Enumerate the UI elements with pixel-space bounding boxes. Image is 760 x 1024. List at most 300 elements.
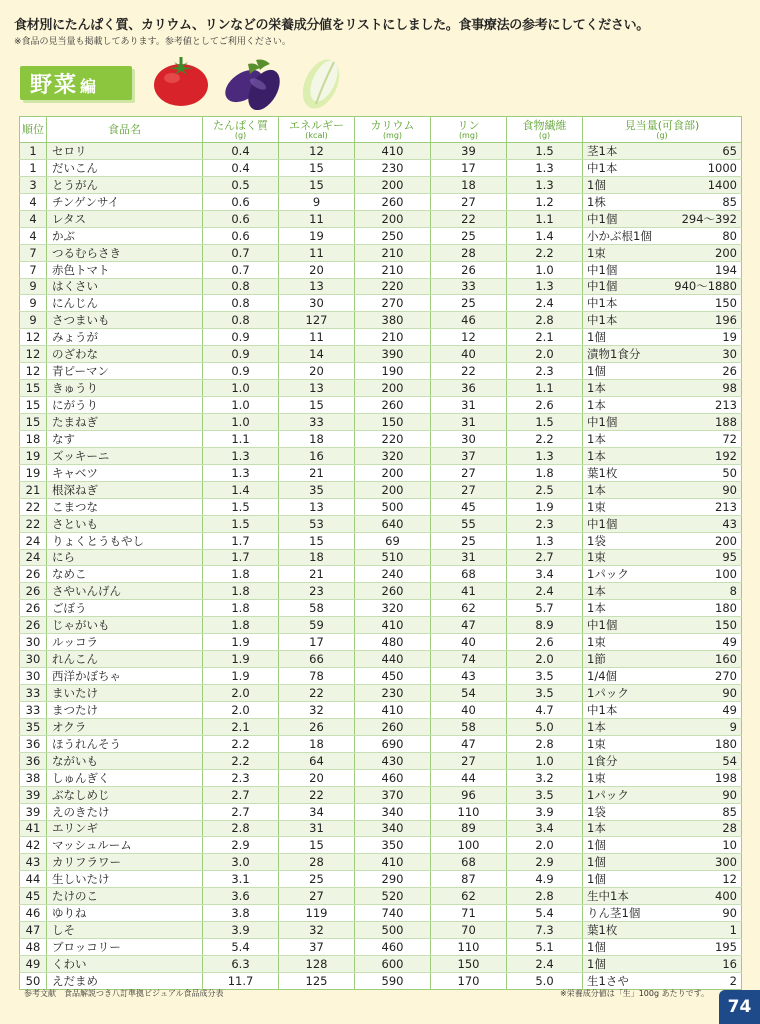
table-row xyxy=(20,854,742,871)
portion-grams: 940～1880 xyxy=(674,279,737,294)
table-row xyxy=(20,685,742,702)
portion-unit: 中1個 xyxy=(587,279,618,294)
cell-protein: 3.6 xyxy=(203,888,279,905)
cell-protein: 0.4 xyxy=(203,159,279,176)
cell-portion xyxy=(583,956,742,973)
cell-potassium: 460 xyxy=(355,939,431,956)
cell-protein: 6.3 xyxy=(203,956,279,973)
cell-portion xyxy=(583,464,742,481)
table-row xyxy=(20,837,742,854)
cell-rank: 26 xyxy=(20,617,47,634)
footer-note: ※栄養成分値は「生」100g あたりです。 xyxy=(560,989,709,998)
cell-food-name: かぶ xyxy=(47,227,203,244)
cell-portion xyxy=(583,922,742,939)
cell-protein: 0.8 xyxy=(203,312,279,329)
portion-unit: 1束 xyxy=(587,245,606,260)
cell-food-name: ルッコラ xyxy=(47,634,203,651)
portion-unit: 中1本 xyxy=(587,702,618,717)
cell-fiber: 1.5 xyxy=(507,414,583,431)
cell-rank: 9 xyxy=(20,312,47,329)
cell-rank: 15 xyxy=(20,414,47,431)
napa-cabbage-icon xyxy=(296,54,346,112)
cell-protein: 0.9 xyxy=(203,329,279,346)
portion-unit: 中1本 xyxy=(587,160,618,175)
cell-phosphorus: 43 xyxy=(431,668,507,685)
cell-rank: 9 xyxy=(20,278,47,295)
portion-grams: 300 xyxy=(715,855,737,870)
table-row xyxy=(20,634,742,651)
cell-rank: 18 xyxy=(20,430,47,447)
cell-phosphorus: 37 xyxy=(431,447,507,464)
portion-grams: 54 xyxy=(722,753,737,768)
cell-protein: 2.2 xyxy=(203,735,279,752)
cell-rank: 4 xyxy=(20,210,47,227)
cell-rank: 38 xyxy=(20,769,47,786)
cell-phosphorus: 25 xyxy=(431,295,507,312)
table-row xyxy=(20,312,742,329)
cell-fiber: 5.0 xyxy=(507,972,583,989)
cell-food-name: 赤色トマト xyxy=(47,261,203,278)
cell-food-name: ブロッコリー xyxy=(47,939,203,956)
cell-rank: 22 xyxy=(20,498,47,515)
portion-grams: 200 xyxy=(715,245,737,260)
table-row xyxy=(20,769,742,786)
portion-unit: 1本 xyxy=(587,398,606,413)
cell-portion xyxy=(583,905,742,922)
cell-potassium: 240 xyxy=(355,566,431,583)
cell-phosphorus: 27 xyxy=(431,464,507,481)
cell-potassium: 200 xyxy=(355,176,431,193)
portion-unit: 1個 xyxy=(587,330,606,345)
table-row xyxy=(20,549,742,566)
cell-energy: 31 xyxy=(279,820,355,837)
cell-potassium: 480 xyxy=(355,634,431,651)
cell-rank: 36 xyxy=(20,752,47,769)
cell-potassium: 600 xyxy=(355,956,431,973)
portion-grams: 180 xyxy=(715,736,737,751)
cell-food-name: にがうり xyxy=(47,397,203,414)
cell-potassium: 320 xyxy=(355,447,431,464)
cell-fiber: 3.9 xyxy=(507,803,583,820)
cell-portion xyxy=(583,786,742,803)
cell-food-name: くわい xyxy=(47,956,203,973)
cell-energy: 64 xyxy=(279,752,355,769)
cell-protein: 0.6 xyxy=(203,193,279,210)
cell-energy: 15 xyxy=(279,837,355,854)
portion-unit: 1パック xyxy=(587,787,629,802)
table-row xyxy=(20,159,742,176)
cell-potassium: 740 xyxy=(355,905,431,922)
cell-phosphorus: 110 xyxy=(431,939,507,956)
portion-unit: 1本 xyxy=(587,381,606,396)
portion-unit: 中1本 xyxy=(587,296,618,311)
cell-energy: 18 xyxy=(279,430,355,447)
cell-portion xyxy=(583,549,742,566)
cell-energy: 18 xyxy=(279,549,355,566)
cell-protein: 3.0 xyxy=(203,854,279,871)
cell-rank: 46 xyxy=(20,905,47,922)
eggplant-icon xyxy=(220,54,286,110)
cell-fiber: 3.5 xyxy=(507,685,583,702)
cell-portion xyxy=(583,430,742,447)
cell-food-name: のざわな xyxy=(47,346,203,363)
cell-potassium: 210 xyxy=(355,244,431,261)
cell-fiber: 2.3 xyxy=(507,515,583,532)
cell-potassium: 640 xyxy=(355,515,431,532)
cell-fiber: 2.2 xyxy=(507,244,583,261)
cell-portion xyxy=(583,617,742,634)
portion-grams: 160 xyxy=(715,652,737,667)
cell-fiber: 3.4 xyxy=(507,820,583,837)
cell-potassium: 220 xyxy=(355,430,431,447)
cell-rank: 15 xyxy=(20,397,47,414)
portion-grams: 213 xyxy=(715,398,737,413)
cell-fiber: 2.0 xyxy=(507,346,583,363)
cell-phosphorus: 27 xyxy=(431,752,507,769)
cell-food-name: れんこん xyxy=(47,651,203,668)
cell-energy: 11 xyxy=(279,244,355,261)
cell-food-name: 根深ねぎ xyxy=(47,481,203,498)
cell-protein: 1.9 xyxy=(203,651,279,668)
cell-fiber: 2.4 xyxy=(507,956,583,973)
cell-rank: 41 xyxy=(20,820,47,837)
header-name: 食品名 xyxy=(47,117,203,143)
cell-phosphorus: 31 xyxy=(431,397,507,414)
cell-potassium: 260 xyxy=(355,397,431,414)
cell-phosphorus: 33 xyxy=(431,278,507,295)
portion-grams: 85 xyxy=(722,194,737,209)
cell-portion xyxy=(583,397,742,414)
cell-rank: 30 xyxy=(20,651,47,668)
portion-grams: 213 xyxy=(715,499,737,514)
cell-phosphorus: 28 xyxy=(431,244,507,261)
portion-grams: 270 xyxy=(715,669,737,684)
cell-protein: 0.4 xyxy=(203,143,279,160)
cell-fiber: 3.5 xyxy=(507,668,583,685)
cell-fiber: 2.4 xyxy=(507,583,583,600)
cell-food-name: 西洋かぼちゃ xyxy=(47,668,203,685)
portion-unit: 1個 xyxy=(587,940,606,955)
cell-portion xyxy=(583,854,742,871)
table-row xyxy=(20,888,742,905)
table-row xyxy=(20,227,742,244)
cell-phosphorus: 44 xyxy=(431,769,507,786)
page-note: ※食品の見当量も掲載してあります。参考値としてご利用ください。 xyxy=(14,37,291,47)
cell-potassium: 200 xyxy=(355,210,431,227)
cell-food-name: マッシュルーム xyxy=(47,837,203,854)
cell-protein: 0.7 xyxy=(203,261,279,278)
page-number: 74 xyxy=(719,990,760,1024)
cell-food-name: なす xyxy=(47,430,203,447)
cell-potassium: 260 xyxy=(355,583,431,600)
cell-phosphorus: 25 xyxy=(431,532,507,549)
cell-fiber: 1.3 xyxy=(507,532,583,549)
nutrition-table xyxy=(19,116,742,990)
cell-rank: 3 xyxy=(20,176,47,193)
cell-energy: 19 xyxy=(279,227,355,244)
table-row xyxy=(20,752,742,769)
cell-fiber: 2.8 xyxy=(507,888,583,905)
portion-grams: 90 xyxy=(722,685,737,700)
portion-grams: 65 xyxy=(722,143,737,158)
cell-portion xyxy=(583,414,742,431)
cell-portion xyxy=(583,972,742,989)
cell-food-name: たまねぎ xyxy=(47,414,203,431)
header-protein: たんぱく質 (g) xyxy=(203,117,279,143)
cell-energy: 125 xyxy=(279,972,355,989)
cell-protein: 3.1 xyxy=(203,871,279,888)
cell-food-name: キャベツ xyxy=(47,464,203,481)
cell-rank: 12 xyxy=(20,346,47,363)
cell-rank: 26 xyxy=(20,600,47,617)
table-row xyxy=(20,922,742,939)
cell-food-name: セロリ xyxy=(47,143,203,160)
cell-phosphorus: 27 xyxy=(431,481,507,498)
portion-grams: 16 xyxy=(722,956,737,971)
page-title: 食材別にたんぱく質、カリウム、リンなどの栄養成分値をリストにしました。食事療法の参考にしてください。 xyxy=(14,18,650,33)
cell-phosphorus: 68 xyxy=(431,854,507,871)
cell-energy: 20 xyxy=(279,261,355,278)
cell-portion xyxy=(583,566,742,583)
cell-food-name: じゃがいも xyxy=(47,617,203,634)
portion-grams: 28 xyxy=(722,821,737,836)
cell-potassium: 500 xyxy=(355,922,431,939)
cell-phosphorus: 55 xyxy=(431,515,507,532)
portion-grams: 150 xyxy=(715,618,737,633)
cell-fiber: 3.4 xyxy=(507,566,583,583)
cell-food-name: ズッキーニ xyxy=(47,447,203,464)
portion-grams: 196 xyxy=(715,313,737,328)
cell-rank: 19 xyxy=(20,464,47,481)
portion-unit: 葉1枚 xyxy=(587,465,618,480)
table-row xyxy=(20,617,742,634)
cell-portion xyxy=(583,346,742,363)
cell-food-name: しそ xyxy=(47,922,203,939)
cell-protein: 1.8 xyxy=(203,566,279,583)
header-fiber: 食物繊維 (g) xyxy=(507,117,583,143)
cell-protein: 3.8 xyxy=(203,905,279,922)
header-potassium: カリウム (mg) xyxy=(355,117,431,143)
cell-food-name: きゅうり xyxy=(47,380,203,397)
cell-energy: 17 xyxy=(279,634,355,651)
portion-grams: 19 xyxy=(722,330,737,345)
cell-phosphorus: 71 xyxy=(431,905,507,922)
table-row xyxy=(20,346,742,363)
portion-unit: 1個 xyxy=(587,872,606,887)
cell-fiber: 1.4 xyxy=(507,227,583,244)
portion-unit: 1個 xyxy=(587,364,606,379)
cell-potassium: 260 xyxy=(355,193,431,210)
cell-energy: 53 xyxy=(279,515,355,532)
cell-phosphorus: 74 xyxy=(431,651,507,668)
portion-grams: 43 xyxy=(722,516,737,531)
cell-phosphorus: 25 xyxy=(431,227,507,244)
portion-unit: 1袋 xyxy=(587,533,606,548)
cell-portion xyxy=(583,668,742,685)
cell-portion xyxy=(583,278,742,295)
cell-portion xyxy=(583,380,742,397)
cell-energy: 32 xyxy=(279,701,355,718)
table-row xyxy=(20,820,742,837)
cell-phosphorus: 47 xyxy=(431,735,507,752)
cell-fiber: 1.3 xyxy=(507,159,583,176)
portion-grams: 194 xyxy=(715,262,737,277)
cell-fiber: 2.6 xyxy=(507,397,583,414)
cell-portion xyxy=(583,651,742,668)
cell-fiber: 5.4 xyxy=(507,905,583,922)
portion-unit: 1本 xyxy=(587,719,606,734)
cell-energy: 21 xyxy=(279,464,355,481)
cell-phosphorus: 31 xyxy=(431,414,507,431)
cell-rank: 7 xyxy=(20,261,47,278)
cell-food-name: 青ピーマン xyxy=(47,363,203,380)
cell-energy: 35 xyxy=(279,481,355,498)
portion-grams: 1000 xyxy=(707,160,737,175)
cell-potassium: 370 xyxy=(355,786,431,803)
cell-potassium: 690 xyxy=(355,735,431,752)
portion-grams: 2 xyxy=(729,973,737,988)
portion-grams: 12 xyxy=(722,872,737,887)
cell-food-name: さつまいも xyxy=(47,312,203,329)
cell-food-name: 生しいたけ xyxy=(47,871,203,888)
cell-protein: 2.1 xyxy=(203,718,279,735)
cell-energy: 15 xyxy=(279,159,355,176)
cell-potassium: 390 xyxy=(355,346,431,363)
cell-rank: 4 xyxy=(20,227,47,244)
cell-rank: 33 xyxy=(20,685,47,702)
portion-unit: 生1さや xyxy=(587,973,629,988)
table-row xyxy=(20,786,742,803)
cell-protein: 1.8 xyxy=(203,600,279,617)
cell-portion xyxy=(583,752,742,769)
cell-phosphorus: 46 xyxy=(431,312,507,329)
cell-energy: 25 xyxy=(279,871,355,888)
portion-unit: 1本 xyxy=(587,482,606,497)
table-row xyxy=(20,718,742,735)
cell-phosphorus: 89 xyxy=(431,820,507,837)
cell-fiber: 2.2 xyxy=(507,430,583,447)
table-row xyxy=(20,278,742,295)
cell-phosphorus: 41 xyxy=(431,583,507,600)
table-row xyxy=(20,176,742,193)
cell-protein: 3.9 xyxy=(203,922,279,939)
cell-portion xyxy=(583,583,742,600)
cell-fiber: 1.5 xyxy=(507,143,583,160)
cell-portion xyxy=(583,143,742,160)
cell-fiber: 2.0 xyxy=(507,651,583,668)
table-row xyxy=(20,956,742,973)
cell-rank: 42 xyxy=(20,837,47,854)
cell-fiber: 1.8 xyxy=(507,464,583,481)
cell-portion xyxy=(583,634,742,651)
portion-grams: 30 xyxy=(722,347,737,362)
cell-phosphorus: 27 xyxy=(431,193,507,210)
cell-rank: 48 xyxy=(20,939,47,956)
category-badge xyxy=(20,66,132,100)
cell-protein: 1.9 xyxy=(203,634,279,651)
portion-unit: 1束 xyxy=(587,499,606,514)
table-row xyxy=(20,583,742,600)
cell-food-name: みょうが xyxy=(47,329,203,346)
cell-protein: 0.7 xyxy=(203,244,279,261)
cell-energy: 66 xyxy=(279,651,355,668)
cell-protein: 1.7 xyxy=(203,549,279,566)
table-row xyxy=(20,939,742,956)
cell-fiber: 2.8 xyxy=(507,735,583,752)
cell-fiber: 2.6 xyxy=(507,634,583,651)
portion-grams: 180 xyxy=(715,601,737,616)
cell-portion xyxy=(583,227,742,244)
cell-food-name: つるむらさき xyxy=(47,244,203,261)
portion-grams: 150 xyxy=(715,296,737,311)
header-rank: 順位 xyxy=(20,117,47,143)
portion-unit: 1節 xyxy=(587,652,606,667)
portion-unit: 1本 xyxy=(587,601,606,616)
cell-rank: 24 xyxy=(20,532,47,549)
cell-energy: 11 xyxy=(279,210,355,227)
cell-potassium: 410 xyxy=(355,617,431,634)
cell-portion xyxy=(583,735,742,752)
cell-potassium: 230 xyxy=(355,685,431,702)
cell-rank: 26 xyxy=(20,583,47,600)
header-phosphorus: リン (mg) xyxy=(431,117,507,143)
cell-portion xyxy=(583,159,742,176)
table-row xyxy=(20,871,742,888)
cell-fiber: 2.3 xyxy=(507,363,583,380)
cell-protein: 0.9 xyxy=(203,363,279,380)
cell-potassium: 380 xyxy=(355,312,431,329)
cell-portion xyxy=(583,718,742,735)
cell-rank: 24 xyxy=(20,549,47,566)
portion-grams: 198 xyxy=(715,770,737,785)
table-row xyxy=(20,905,742,922)
cell-fiber: 1.0 xyxy=(507,261,583,278)
portion-unit: りん茎1個 xyxy=(587,906,641,921)
portion-unit: 1袋 xyxy=(587,804,606,819)
cell-energy: 18 xyxy=(279,735,355,752)
cell-protein: 2.0 xyxy=(203,685,279,702)
cell-portion xyxy=(583,515,742,532)
cell-protein: 1.8 xyxy=(203,583,279,600)
cell-food-name: しゅんぎく xyxy=(47,769,203,786)
portion-unit: 茎1本 xyxy=(587,143,618,158)
cell-energy: 11 xyxy=(279,329,355,346)
cell-food-name: さやいんげん xyxy=(47,583,203,600)
cell-potassium: 210 xyxy=(355,261,431,278)
table-row xyxy=(20,515,742,532)
cell-fiber: 5.0 xyxy=(507,718,583,735)
cell-rank: 26 xyxy=(20,566,47,583)
cell-portion xyxy=(583,820,742,837)
portion-grams: 95 xyxy=(722,550,737,565)
cell-potassium: 260 xyxy=(355,718,431,735)
cell-fiber: 4.9 xyxy=(507,871,583,888)
cell-potassium: 410 xyxy=(355,143,431,160)
cell-rank: 12 xyxy=(20,329,47,346)
cell-energy: 128 xyxy=(279,956,355,973)
portion-grams: 1400 xyxy=(707,177,737,192)
portion-grams: 26 xyxy=(722,364,737,379)
cell-food-name: チンゲンサイ xyxy=(47,193,203,210)
table-row xyxy=(20,532,742,549)
table-row xyxy=(20,481,742,498)
cell-portion xyxy=(583,447,742,464)
cell-food-name: にんじん xyxy=(47,295,203,312)
cell-rank: 35 xyxy=(20,718,47,735)
table-row xyxy=(20,803,742,820)
cell-protein: 1.1 xyxy=(203,430,279,447)
cell-protein: 1.9 xyxy=(203,668,279,685)
